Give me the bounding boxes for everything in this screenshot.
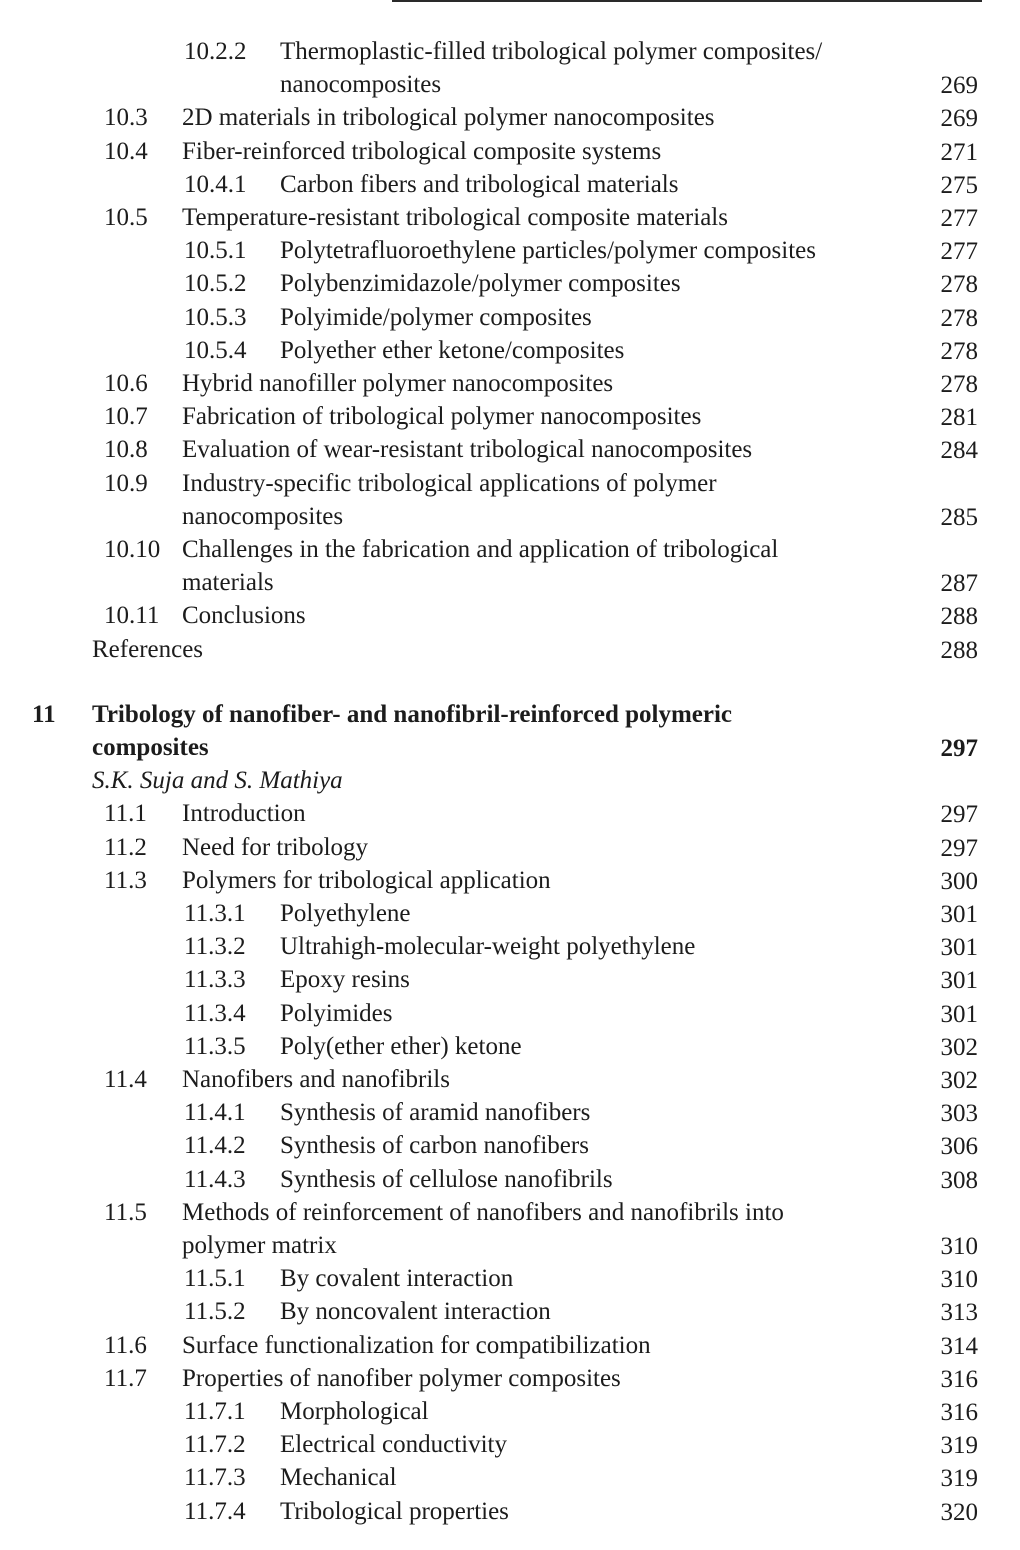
section-title: Introduction xyxy=(182,800,306,828)
page-number: 301 xyxy=(940,967,978,995)
page-number: 310 xyxy=(940,1232,978,1260)
page-number: 284 xyxy=(940,437,978,465)
section-title: Epoxy resins xyxy=(280,966,410,994)
page-number: 287 xyxy=(940,570,978,598)
section-number: 10.11 xyxy=(104,602,160,630)
section-number: 11.5.1 xyxy=(184,1265,246,1293)
toc-entry xyxy=(0,1331,1020,1364)
section-title: Synthesis of aramid nanofibers xyxy=(280,1099,591,1127)
section-number: 11.4.1 xyxy=(184,1099,246,1127)
section-number: 11.3.4 xyxy=(184,999,246,1027)
section-number: 10.5 xyxy=(104,204,148,231)
section-number: 11.7 xyxy=(104,1364,147,1392)
page-number: 288 xyxy=(940,603,978,631)
section-number: 11.3 xyxy=(104,866,147,894)
page-number: 300 xyxy=(940,867,978,895)
page-number: 281 xyxy=(940,404,978,432)
section-title: Tribological properties xyxy=(280,1497,509,1525)
section-number: 10.4 xyxy=(104,137,148,165)
section-title: Synthesis of carbon nanofibers xyxy=(280,1132,589,1160)
section-title: materials xyxy=(182,569,274,597)
toc-entry xyxy=(0,369,1020,402)
section-number: 10.7 xyxy=(104,403,148,431)
section-title: Fabrication of tribological polymer nanocomposites xyxy=(182,403,702,431)
page-number: 301 xyxy=(940,934,978,962)
section-title: composites xyxy=(92,733,209,761)
page-number: 269 xyxy=(940,105,978,133)
section-title: nanocomposites xyxy=(280,71,442,99)
section-title: Need for tribology xyxy=(182,833,369,861)
toc-entry xyxy=(0,1297,1020,1330)
toc-entry xyxy=(0,635,1020,668)
toc-entry xyxy=(0,37,1020,103)
toc-entry xyxy=(0,833,1020,866)
section-title: Polytetrafluoroethylene particles/polymer composites xyxy=(280,237,816,265)
toc-entry xyxy=(0,137,1020,170)
section-number: 10.4.1 xyxy=(184,170,247,198)
section-title: Thermoplastic-filled tribological polymer composites/ xyxy=(280,38,823,65)
section-number: 10.6 xyxy=(104,370,148,397)
page-number: 314 xyxy=(940,1332,978,1360)
page-number: 269 xyxy=(940,72,978,100)
toc-entry xyxy=(0,435,1020,468)
section-title: nanocomposites xyxy=(182,502,344,530)
section-number: 10.3 xyxy=(104,104,148,132)
page-number: 301 xyxy=(940,1000,978,1028)
section-title: Poly(ether ether) ketone xyxy=(280,1032,522,1060)
toc-entry xyxy=(0,535,1020,601)
toc-entry xyxy=(0,1364,1020,1397)
section-title: Nanofibers and nanofibrils xyxy=(182,1066,450,1093)
section-number: 10.8 xyxy=(104,436,148,464)
section-number: 11 xyxy=(32,700,56,728)
toc-entry xyxy=(0,103,1020,136)
toc-entry xyxy=(0,1264,1020,1297)
page-number: 310 xyxy=(940,1266,978,1294)
section-title: Polyimides xyxy=(280,999,393,1027)
section-number: 10.5.2 xyxy=(184,270,247,298)
page-number: 319 xyxy=(940,1432,978,1460)
page-number: 297 xyxy=(940,734,978,762)
section-title: Tribology of nanofiber- and nanofibril-reinforced polymeric xyxy=(92,700,733,728)
section-number: 11.6 xyxy=(104,1331,147,1359)
toc-entry xyxy=(0,799,1020,832)
section-title: Morphological xyxy=(280,1398,429,1425)
toc-entry xyxy=(0,601,1020,634)
section-number: 11.7.4 xyxy=(184,1497,246,1525)
section-title: polymer matrix xyxy=(182,1231,337,1259)
page-number: 302 xyxy=(940,1033,978,1061)
section-number: 11.4.3 xyxy=(184,1165,246,1193)
page-number: 302 xyxy=(940,1067,978,1094)
page-number: 316 xyxy=(940,1365,978,1393)
section-title: S.K. Suja and S. Mathiya xyxy=(92,767,343,795)
section-title: Surface functionalization for compatibilization xyxy=(182,1331,651,1359)
toc-entry xyxy=(0,1165,1020,1198)
page-number: 278 xyxy=(940,337,978,365)
chapter-authors xyxy=(0,766,1020,799)
section-number: 11.5.2 xyxy=(184,1298,246,1326)
toc-entry xyxy=(0,1198,1020,1264)
page-number: 288 xyxy=(940,636,978,664)
section-title: Industry-specific tribological applications of polymer xyxy=(182,469,717,497)
page-number: 316 xyxy=(940,1399,978,1426)
page-number: 297 xyxy=(940,834,978,862)
section-title: Polyether ether ketone/composites xyxy=(280,336,625,364)
section-number: 11.7.3 xyxy=(184,1464,246,1492)
page-number: 320 xyxy=(940,1498,978,1526)
section-title: Conclusions xyxy=(182,602,306,630)
section-title: Polybenzimidazole/polymer composites xyxy=(280,270,681,298)
section-number: 10.5.1 xyxy=(184,237,247,265)
section-title: Properties of nanofiber polymer composites xyxy=(182,1364,621,1392)
section-title: Ultrahigh-molecular-weight polyethylene xyxy=(280,933,696,961)
section-title: Electrical conductivity xyxy=(280,1431,507,1459)
section-number: 11.7.1 xyxy=(184,1398,246,1425)
toc-entry xyxy=(0,999,1020,1032)
section-number: 11.1 xyxy=(104,800,147,828)
section-title: Carbon fibers and tribological materials xyxy=(280,170,679,198)
section-number: 11.3.5 xyxy=(184,1032,246,1060)
section-number: 10.5.3 xyxy=(184,303,247,331)
page-number: 275 xyxy=(940,171,978,199)
toc-entry xyxy=(0,303,1020,336)
chapter-heading xyxy=(0,700,1020,766)
toc-entry xyxy=(0,269,1020,302)
toc-entry xyxy=(0,932,1020,965)
toc-entry xyxy=(0,1497,1020,1530)
toc-entry xyxy=(0,866,1020,899)
toc-entry xyxy=(0,336,1020,369)
page-number: 278 xyxy=(940,371,978,398)
section-title: Synthesis of cellulose nanofibrils xyxy=(280,1165,613,1193)
section-title: Challenges in the fabrication and application of tribological xyxy=(182,536,779,563)
section-title: By noncovalent interaction xyxy=(280,1298,551,1326)
toc-entry xyxy=(0,1430,1020,1463)
section-number: 11.7.2 xyxy=(184,1431,246,1459)
toc-entry xyxy=(0,1397,1020,1430)
section-title: Evaluation of wear-resistant tribological nanocomposites xyxy=(182,436,753,464)
section-title: Temperature-resistant tribological composite materials xyxy=(182,204,728,231)
section-number: 11.4 xyxy=(104,1066,147,1093)
toc-entry xyxy=(0,1098,1020,1131)
section-title: 2D materials in tribological polymer nanocomposites xyxy=(182,104,715,132)
section-number: 11.2 xyxy=(104,833,147,861)
section-title: Mechanical xyxy=(280,1464,397,1492)
section-number: 11.5 xyxy=(104,1198,147,1226)
toc-entry xyxy=(0,965,1020,998)
page-number: 277 xyxy=(940,238,978,266)
section-number: 11.4.2 xyxy=(184,1132,246,1160)
page-number: 277 xyxy=(940,205,978,232)
toc-entry xyxy=(0,1463,1020,1496)
page-number: 303 xyxy=(940,1100,978,1128)
page-number: 271 xyxy=(940,138,978,166)
section-title: Hybrid nanofiller polymer nanocomposites xyxy=(182,370,614,397)
page-number: 301 xyxy=(940,901,978,928)
section-title: Methods of reinforcement of nanofibers and nanofibrils into xyxy=(182,1198,784,1226)
section-number: 11.3.1 xyxy=(184,900,246,927)
toc-entry xyxy=(0,1131,1020,1164)
section-title: Polyimide/polymer composites xyxy=(280,303,592,331)
section-number: 11.3.2 xyxy=(184,933,246,961)
section-title: By covalent interaction xyxy=(280,1265,514,1293)
toc-entry xyxy=(0,236,1020,269)
toc-entry xyxy=(0,469,1020,535)
section-number: 10.9 xyxy=(104,469,148,497)
toc-entry xyxy=(0,402,1020,435)
toc-entry xyxy=(0,170,1020,203)
toc-entry xyxy=(0,203,1020,236)
toc-entry xyxy=(0,1032,1020,1065)
toc-entry xyxy=(0,1065,1020,1098)
section-title: Polymers for tribological application xyxy=(182,866,551,894)
section-title: Fiber-reinforced tribological composite systems xyxy=(182,137,662,165)
page-number: 313 xyxy=(940,1299,978,1327)
page-number: 297 xyxy=(940,801,978,829)
toc-entry xyxy=(0,899,1020,932)
section-title: Polyethylene xyxy=(280,900,411,927)
section-number: 10.2.2 xyxy=(184,38,247,65)
section-number: 10.5.4 xyxy=(184,336,247,364)
page-number: 306 xyxy=(940,1133,978,1161)
page-number: 308 xyxy=(940,1166,978,1194)
section-number: 10.10 xyxy=(104,536,161,563)
page-number: 278 xyxy=(940,271,978,299)
page-number: 278 xyxy=(940,304,978,332)
section-number: 11.3.3 xyxy=(184,966,246,994)
page-number: 285 xyxy=(940,503,978,531)
page-number: 319 xyxy=(940,1465,978,1493)
section-title: References xyxy=(92,635,204,663)
